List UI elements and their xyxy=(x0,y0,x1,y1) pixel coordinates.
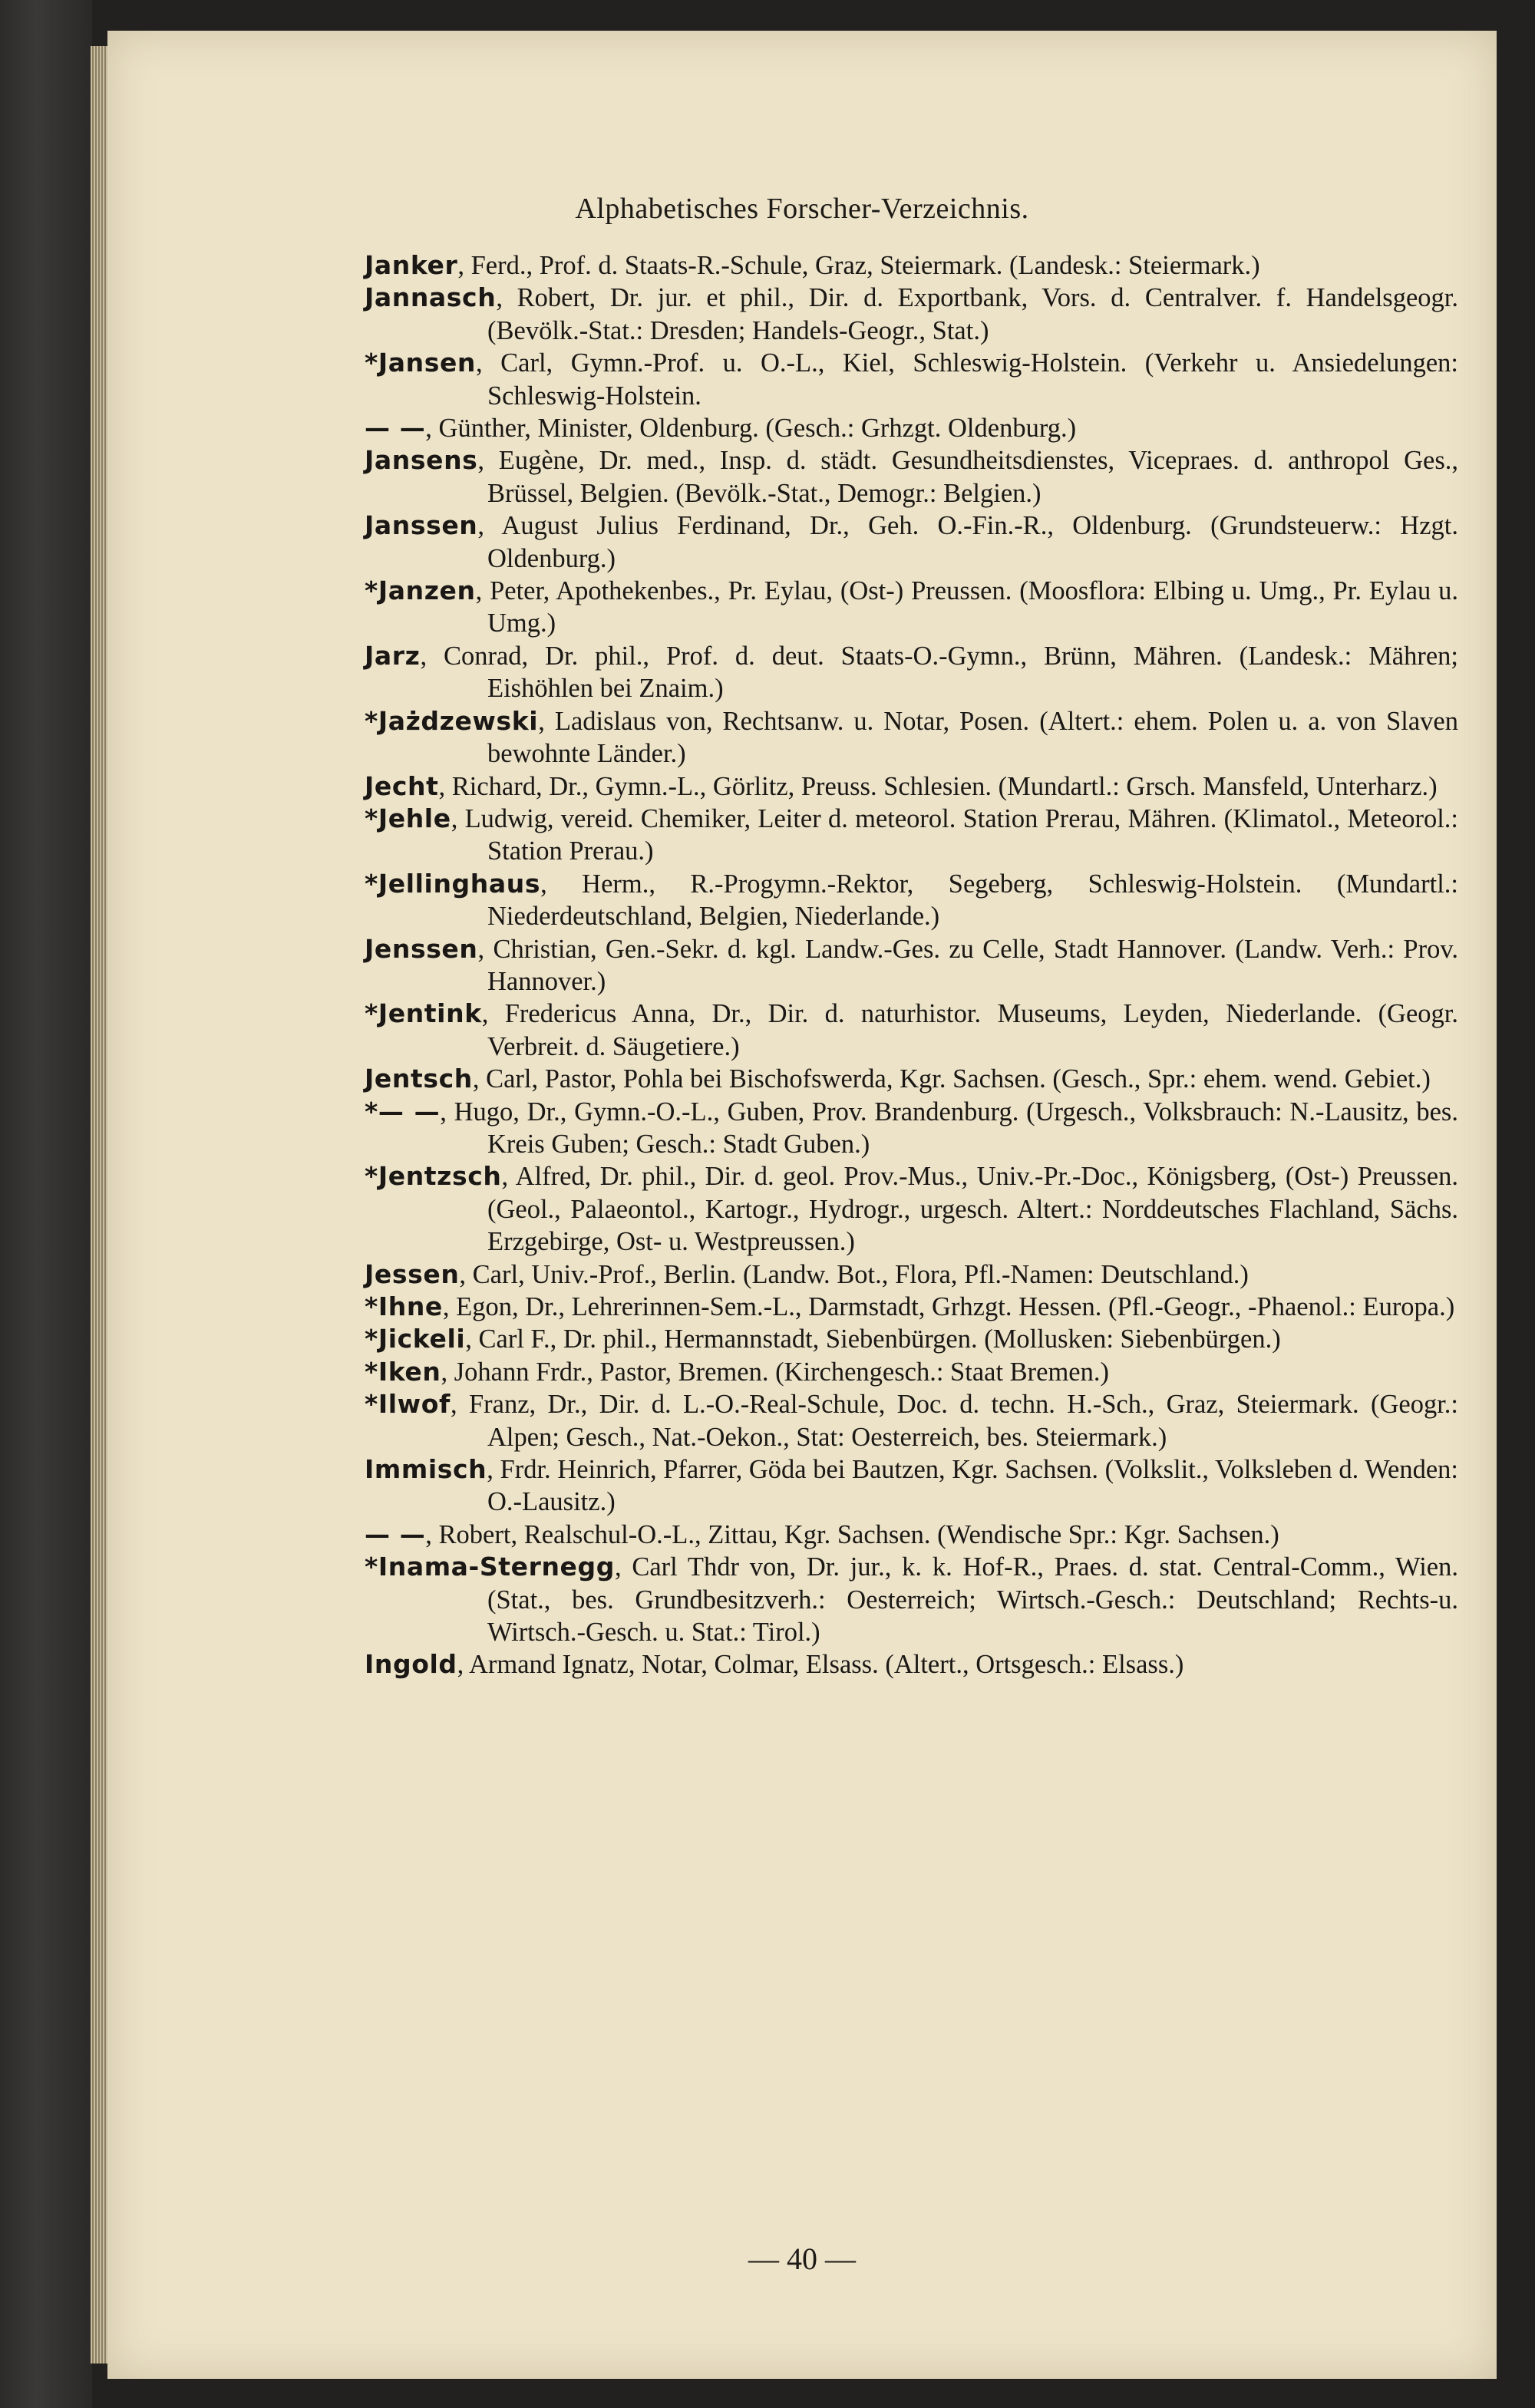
entry-name: *Jentzsch xyxy=(365,1161,502,1192)
entry-text: , Conrad, Dr. phil., Prof. d. deut. Staats-O.-Gymn., Brünn, Mähren. (Landesk.: Mähren; Eishöhlen bei Znaim.) xyxy=(420,641,1458,704)
list-item xyxy=(365,1519,1458,1551)
entry-text: , Franz, Dr., Dir. d. L.-O.-Real-Schule, Doc. d. techn. H.-Sch., Graz, Steiermark. (Geogr.: Alpen; Gesch., Nat.-Oekon., Stat: Oesterreich, bes. Steiermark.) xyxy=(450,1390,1458,1452)
list-item xyxy=(365,705,1458,770)
list-item xyxy=(365,1291,1458,1323)
entry-name: Janker xyxy=(365,250,458,280)
entry-name: Janssen xyxy=(365,510,478,541)
entry-name: *Iken xyxy=(365,1356,441,1387)
list-item xyxy=(365,1453,1458,1519)
entry-text: , Christian, Gen.-Sekr. d. kgl. Landw.-Ges. zu Celle, Stadt Hannover. (Landw. Verh.: Prov. Hannover.) xyxy=(477,934,1458,996)
list-item xyxy=(365,1258,1458,1291)
page-number: — 40 — xyxy=(748,2241,856,2276)
list-item xyxy=(365,998,1458,1063)
entry-name: Ingold xyxy=(365,1649,457,1680)
entry-name: *Jickeli xyxy=(365,1324,466,1354)
entry-list xyxy=(365,249,1458,1681)
entry-name: Jecht xyxy=(365,770,439,801)
entry-name: Jentsch xyxy=(365,1064,473,1094)
entry-name: Jenssen xyxy=(365,933,478,964)
entry-name: Jarz xyxy=(365,640,421,671)
entry-name: *Jażdzewski xyxy=(365,705,539,736)
running-header: Alphabetisches Forscher-Verzeichnis. xyxy=(575,193,1029,225)
entry-text: , Herm., R.-Progymn.-Rektor, Segeberg, Schleswig-Holstein. (Mundartl.: Niederdeutschland, Belgien, Niederlande.) xyxy=(487,869,1458,932)
list-item xyxy=(365,803,1458,868)
entry-text: , Carl Thdr von, Dr. jur., k. k. Hof-R., Praes. d. stat. Central-Comm., Wien. (Stat., bes. Grundbesitzverh.: Oesterreich; Wirtsch.-Gesch.: Deutschland; Rechts-u. Wirtsch.-Gesch. u. Stat.: Tirol.) xyxy=(487,1552,1458,1648)
list-item xyxy=(365,444,1458,510)
entry-name: Immisch xyxy=(365,1454,487,1485)
list-item xyxy=(365,510,1458,575)
list-item xyxy=(365,1323,1458,1355)
entry-text: , Richard, Dr., Gymn.-L., Görlitz, Preuss. Schlesien. (Mundartl.: Grsch. Mansfeld, Unterharz.) xyxy=(438,771,1438,801)
entry-text: , Carl F., Dr. phil., Hermannstadt, Siebenbürgen. (Mollusken: Siebenbürgen.) xyxy=(465,1324,1281,1354)
book-page xyxy=(107,31,1497,2379)
entry-name: Jannasch xyxy=(365,282,497,313)
entry-text: , Eugène, Dr. med., Insp. d. städt. Gesundheitsdienstes, Vicepraes. d. anthropol Ges., Brüssel, Belgien. (Bevölk.-Stat., Demogr.: Belgien.) xyxy=(477,446,1458,508)
entry-name: *Inama-Sternegg xyxy=(365,1552,615,1582)
entry-name: *Jansen xyxy=(365,348,477,378)
entry-text: , Ladislaus von, Rechtsanw. u. Notar, Posen. (Altert.: ehem. Polen u. a. von Slaven bewohnte Länder.) xyxy=(487,706,1458,769)
entry-text: , August Julius Ferdinand, Dr., Geh. O.-Fin.-R., Oldenburg. (Grundsteuerw.: Hzgt. Oldenburg.) xyxy=(477,511,1458,573)
entry-text: , Egon, Dr., Lehrerinnen-Sem.-L., Darmstadt, Grhzgt. Hessen. (Pfl.-Geogr., -Phaenol.: Europa.) xyxy=(442,1292,1455,1321)
book-spine xyxy=(0,0,92,2408)
list-item xyxy=(365,1356,1458,1388)
entry-name: *Janzen xyxy=(365,576,476,606)
entry-text: , Günther, Minister, Oldenburg. (Gesch.: Grhzgt. Oldenburg.) xyxy=(425,414,1077,444)
entry-name: *Jehle xyxy=(365,803,451,833)
list-item xyxy=(365,1160,1458,1258)
entry-name: — — xyxy=(365,413,426,444)
entry-text: , Ludwig, vereid. Chemiker, Leiter d. meteorol. Station Prerau, Mähren. (Klimatol., Meteorol.: Station Prerau.) xyxy=(451,803,1458,866)
list-item xyxy=(365,347,1458,412)
entry-text: , Frdr. Heinrich, Pfarrer, Göda bei Bautzen, Kgr. Sachsen. (Volkslit., Volksleben d. Wenden: O.-Lausitz.) xyxy=(487,1455,1459,1517)
entry-name: *Jellinghaus xyxy=(365,868,541,899)
entry-text: , Armand Ignatz, Notar, Colmar, Elsass. (Altert., Ortsgesch.: Elsass.) xyxy=(457,1650,1184,1680)
entry-text: , Ferd., Prof. d. Staats-R.-Schule, Graz, Steiermark. (Landesk.: Steiermark.) xyxy=(457,251,1260,280)
entry-name: *Ihne xyxy=(365,1291,443,1321)
entry-text: , Carl, Univ.-Prof., Berlin. (Landw. Bot., Flora, Pfl.-Namen: Deutschland.) xyxy=(459,1259,1249,1289)
list-item xyxy=(365,1551,1458,1648)
list-item xyxy=(365,282,1458,347)
list-item xyxy=(365,1063,1458,1095)
list-item xyxy=(365,933,1458,998)
entry-name: *Jentink xyxy=(365,998,482,1029)
entry-text: , Peter, Apothekenbes., Pr. Eylau, (Ost-) Preussen. (Moosflora: Elbing u. Umg., Pr. Eylau u. Umg.) xyxy=(475,576,1458,638)
entry-name: *Ilwof xyxy=(365,1389,451,1420)
list-item xyxy=(365,1388,1458,1453)
entry-text: , Alfred, Dr. phil., Dir. d. geol. Prov.-Mus., Univ.-Pr.-Doc., Königsberg, (Ost-) Preussen. (Geol., Palaeontol., Kartogr., Hydrogr., urgesch. Altert.: Norddeutsches Flachland, Sächs. Erzgebirge, Ost- u. Westpreussen.) xyxy=(487,1162,1458,1257)
entry-text: , Robert, Dr. jur. et phil., Dir. d. Exportbank, Vors. d. Centralver. f. Handelsgeogr. (Bevölk.-Stat.: Dresden; Handels-Geogr., Stat.) xyxy=(487,283,1458,345)
list-item xyxy=(365,575,1458,640)
entry-text: , Johann Frdr., Pastor, Bremen. (Kirchengesch.: Staat Bremen.) xyxy=(441,1357,1109,1387)
entry-text: , Robert, Realschul-O.-L., Zittau, Kgr. Sachsen. (Wendische Spr.: Kgr. Sachsen.) xyxy=(425,1519,1279,1549)
list-item xyxy=(365,770,1458,803)
list-item xyxy=(365,1096,1458,1161)
list-item xyxy=(365,868,1458,933)
entry-text: , Hugo, Dr., Gymn.-O.-L., Guben, Prov. Brandenburg. (Urgesch., Volksbrauch: N.-Lausitz, bes. Kreis Guben; Gesch.: Stadt Guben.) xyxy=(440,1097,1458,1159)
list-item xyxy=(365,1648,1458,1681)
entry-text: , Fredericus Anna, Dr., Dir. d. naturhistor. Museums, Leyden, Niederlande. (Geogr. Verbreit. d. Säugetiere.) xyxy=(481,999,1458,1061)
list-item xyxy=(365,412,1458,444)
list-item xyxy=(365,249,1458,282)
entry-name: *— — xyxy=(365,1096,441,1126)
entry-name: Jessen xyxy=(365,1258,460,1289)
entry-text: , Carl, Pastor, Pohla bei Bischofswerda, Kgr. Sachsen. (Gesch., Spr.: ehem. wend. Gebiet.) xyxy=(472,1064,1431,1094)
entry-name: — — xyxy=(365,1519,426,1549)
list-item xyxy=(365,640,1458,705)
entry-text: , Carl, Gymn.-Prof. u. O.-L., Kiel, Schleswig-Holstein. (Verkehr u. Ansiedelungen: Schleswig-Holstein. xyxy=(476,348,1458,411)
entry-name: Jansens xyxy=(365,445,478,476)
